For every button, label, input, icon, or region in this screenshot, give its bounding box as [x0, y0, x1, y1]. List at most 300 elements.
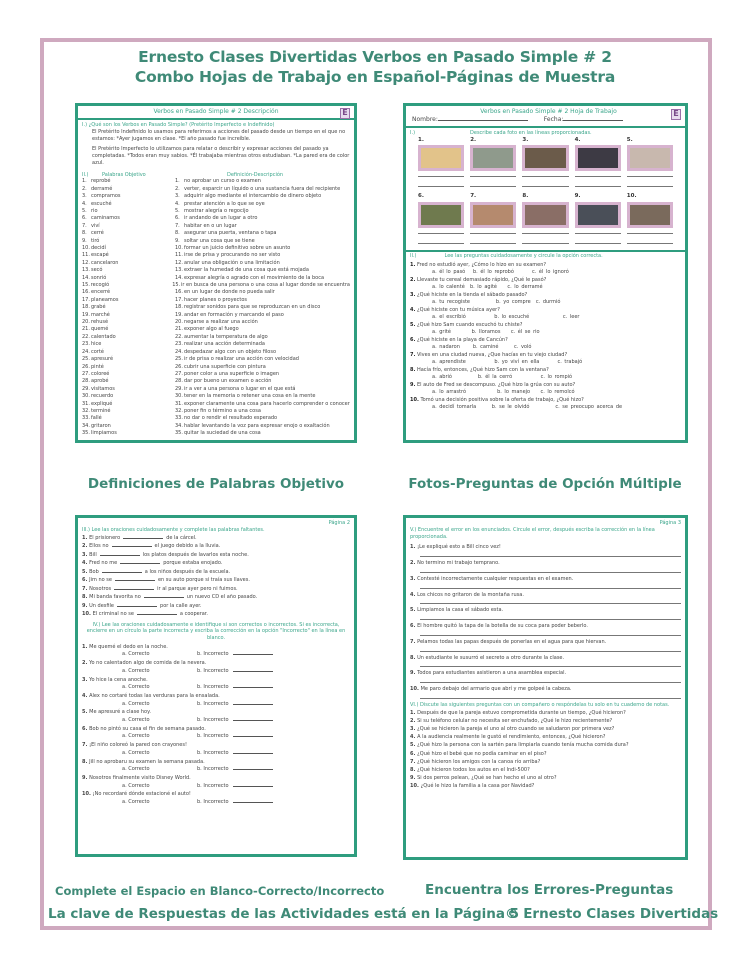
photo-number: 8.	[522, 193, 529, 200]
answer-line[interactable]	[575, 171, 621, 177]
target-word: expliqué	[91, 400, 113, 407]
target-word: reprobé	[91, 178, 111, 185]
answer-line[interactable]	[470, 171, 516, 177]
item-number: 4.	[82, 560, 90, 566]
sentence: ¡No recordaré dónde estacioné el auto!	[92, 791, 191, 798]
correction-field[interactable]	[233, 798, 273, 803]
photo-item	[470, 193, 516, 247]
paragraph: El Pretérito Imperfecto lo utilizamos para relatar o describir y expresar acciones del pasado ya completadas. *Todos eran muy sabios. *Él trabajaba mientras otros estudiaban. *La pared era de color azul.	[92, 146, 350, 166]
definition-number: 35.	[175, 430, 183, 437]
caption-fill-blank: Complete el Espacio en Blanco-Correcto/Incorrecto	[55, 884, 385, 898]
answer-line[interactable]	[418, 228, 464, 234]
section-heading	[410, 130, 681, 137]
discussion-item	[410, 733, 681, 741]
answer-key-note: La clave de Respuestas de las Actividades está en la Página 5	[48, 906, 520, 922]
item-number: 4.	[410, 734, 418, 741]
photo	[627, 145, 673, 171]
vocab-row	[82, 326, 350, 333]
word-number: 11.	[82, 252, 90, 259]
sentence-end: un nuevo CD el año pasado.	[186, 594, 258, 600]
correction-field[interactable]	[233, 683, 273, 688]
date-field[interactable]	[563, 116, 623, 121]
answer-options[interactable]: a. grité b. lloramos c. él se rio	[432, 328, 540, 335]
error-item	[410, 576, 681, 589]
sentence: Me paro debajo del armario que abrí y me golpeé la cabeza.	[420, 686, 572, 692]
word-number: 27.	[82, 370, 90, 377]
option-correct[interactable]: a. Correcto	[122, 799, 150, 806]
correction-line[interactable]	[420, 694, 681, 699]
answer-options[interactable]: a. tu recogiste b. yo compre c. durmió	[432, 298, 561, 305]
blank-field[interactable]	[112, 542, 152, 547]
definition: ir a ver a una persona o lugar en el que está	[184, 385, 296, 392]
correction-line[interactable]	[420, 678, 681, 683]
word-number: 3.	[82, 193, 87, 200]
definition: despedazar algo con un objeto filoso	[184, 348, 277, 355]
discussion-item	[410, 758, 681, 766]
discussion-list	[410, 709, 681, 791]
item-number: 1.	[82, 643, 90, 650]
copyright: © Ernesto Clases Divertidas	[505, 906, 719, 922]
error-item	[410, 639, 681, 652]
question-label: ¿Qué hizo Sam cuando escuchó tu chiste?	[416, 322, 523, 329]
option-incorrect[interactable]: b. Incorrecto	[197, 749, 229, 756]
blank-field[interactable]	[117, 602, 157, 607]
definition: tener en la memoria o retener una cosa en la mente	[184, 393, 316, 400]
answer-line[interactable]	[575, 181, 621, 187]
section-text: Describe cada foto en las líneas proporcionadas.	[470, 130, 592, 137]
option-incorrect[interactable]: b. Incorrecto	[197, 651, 229, 658]
answer-options[interactable]: a. decidí tomarla b. se le olvidó c. se preocupo acerca de	[432, 403, 623, 410]
question	[410, 307, 681, 321]
photo	[575, 202, 621, 228]
definition: anular una obligación o una limitación	[184, 259, 280, 266]
target-word: rehusé	[91, 319, 109, 326]
word-number: 1.	[82, 178, 87, 185]
section-text: Lee las preguntas cuidadosamente y circule la opción correcta.	[444, 252, 603, 259]
definition-number: 9.	[175, 237, 180, 244]
option-incorrect[interactable]: b. Incorrecto	[197, 717, 229, 724]
question-text: 9. El auto de Fred se descompuso. ¿Qué hizo la grúa con su auto?	[410, 382, 576, 389]
vocab-row	[82, 386, 350, 393]
photo-item	[575, 137, 621, 191]
blank-field[interactable]	[102, 568, 142, 573]
word-number: 4.	[82, 200, 87, 207]
definition: ir en busca de una persona o una cosa al lugar donde se encuentra	[180, 282, 350, 289]
vocab-row	[82, 349, 350, 356]
answer-line[interactable]	[470, 228, 516, 234]
question-label: ¿Qué hiciste con tu música ayer?	[416, 307, 500, 314]
column-header: Definición-Descripción	[227, 171, 284, 178]
option-incorrect[interactable]: b. Incorrecto	[197, 782, 229, 789]
sentence-row	[410, 576, 681, 583]
fill-item	[82, 542, 350, 551]
photo	[575, 145, 621, 171]
sentence: Jill no aprobaru su examen la semana pasada.	[89, 758, 205, 765]
fill-item	[82, 593, 350, 602]
definition: ir de prisa o realizar una acción con velocidad	[184, 356, 299, 363]
correction-line[interactable]	[420, 599, 681, 604]
error-item	[410, 544, 681, 557]
definition: quitar la suciedad de una cosa	[184, 430, 261, 437]
blank-field[interactable]	[114, 585, 154, 590]
word-number: 35.	[82, 430, 90, 437]
sentence: Yo no calentadon algo de comida de la nevera.	[89, 660, 207, 667]
item-number: 8.	[82, 758, 90, 765]
correction-line[interactable]	[420, 647, 681, 652]
blank-field[interactable]	[123, 534, 163, 539]
vocab-row	[82, 267, 350, 274]
word-number: 20.	[82, 319, 90, 326]
photo-number: 9.	[574, 193, 581, 200]
definition-number: 8.	[175, 230, 180, 237]
photo-number: 3.	[522, 136, 529, 143]
correction-field[interactable]	[233, 732, 273, 737]
definition: adquirir algo mediante el intercambio de dinero objeto	[184, 193, 322, 200]
vocab-row	[82, 252, 350, 259]
option-incorrect[interactable]: b. Incorrecto	[197, 667, 229, 674]
target-word: apresuré	[91, 356, 114, 363]
definition-number: 29.	[175, 385, 183, 392]
answer-options[interactable]: a. él lo pasó b. él lo reprobó c. él lo ignoró	[432, 268, 569, 275]
sentence-start: Bill	[89, 551, 97, 558]
definition: mostrar alegría o regocijo	[184, 207, 249, 214]
sentence-end: a cooperar.	[179, 611, 208, 617]
definition-number: 33.	[175, 415, 183, 422]
options-row	[82, 683, 350, 691]
word-number: 21.	[82, 326, 90, 333]
definition-number: 7.	[175, 222, 180, 229]
target-word: hice	[91, 341, 102, 348]
word-number: 13.	[82, 267, 90, 274]
sentence-row	[410, 639, 681, 646]
answer-line[interactable]	[627, 238, 673, 244]
item-number: 10.	[410, 686, 421, 692]
sentence: Me quemé el dedo en la noche.	[89, 643, 168, 650]
answer-line[interactable]	[470, 238, 516, 244]
vocab-row	[82, 238, 350, 245]
sentence-end: los platos después de lavarlos esta noche.	[142, 551, 249, 558]
question-text: 3. ¿Qué hiciste en la tienda el sábado pasado?	[410, 292, 528, 299]
answer-line[interactable]	[627, 171, 673, 177]
sentence-row	[410, 670, 681, 677]
photo	[470, 145, 516, 171]
correction-field[interactable]	[233, 782, 273, 787]
target-word: aprobé	[91, 378, 109, 385]
sentence-end: por la calle ayer.	[160, 602, 202, 609]
sentence-end: porque estaba enojado.	[163, 560, 223, 566]
definition-number: 34.	[175, 422, 183, 429]
photo-number: 2.	[470, 136, 477, 143]
definition-number: 21.	[175, 326, 183, 333]
fill-item	[82, 610, 350, 619]
options-row	[82, 716, 350, 724]
definition: expresar alegría o agrado con el movimiento de la boca	[184, 274, 325, 281]
sentence: Un estudiante le susurró el secreto a otro durante la clase.	[417, 654, 565, 661]
option-incorrect[interactable]: b. Incorrecto	[197, 799, 229, 806]
vocab-row	[82, 356, 350, 363]
vocab-row	[82, 304, 350, 311]
correction-field[interactable]	[233, 667, 273, 672]
target-word: viví	[91, 222, 100, 229]
discussion-item	[410, 709, 681, 717]
question: ¿Qué se hicieron la pareja el uno al otro cuando se saludaron por primera vez?	[417, 725, 615, 732]
question-label: Tomó una decisión positiva sobre la oferta de trabajo, ¿Qué hizo?	[420, 397, 584, 404]
target-word: encerré	[91, 289, 111, 296]
section-heading: III.) Lee las oraciones cuidadosamente y complete las palabras faltantes.	[82, 526, 265, 533]
ci-item	[82, 709, 350, 723]
sentence: Todos para estudiantes asistieron a una asamblea especial.	[417, 670, 567, 677]
definition: irse de prisa y procurando no ser visto	[184, 252, 281, 259]
definition: poner fin o término a una cosa	[184, 407, 261, 414]
correction-line[interactable]	[420, 584, 681, 589]
sentence-row	[82, 775, 350, 782]
target-word: limpiamos	[91, 430, 117, 437]
sentence-start: Nosotros	[89, 585, 112, 592]
item-number: 2.	[82, 543, 90, 549]
option-correct[interactable]: a. Correcto	[122, 749, 150, 756]
date-label: Fecha:	[543, 116, 564, 124]
question	[410, 337, 681, 351]
answer-line[interactable]	[522, 228, 568, 234]
definition-number: 27.	[175, 370, 183, 377]
page-preview-fill-blank	[75, 515, 357, 857]
item-number: 9.	[410, 670, 418, 677]
definition-number: 24.	[175, 348, 183, 355]
answer-line[interactable]	[418, 238, 464, 244]
definition: poner color a una superficie o imagen	[184, 370, 280, 377]
option-correct[interactable]: a. Correcto	[122, 766, 150, 773]
blank-field[interactable]	[120, 559, 160, 564]
discussion-item	[410, 717, 681, 725]
target-word: corté	[91, 348, 104, 355]
option-correct[interactable]: a. Correcto	[122, 733, 150, 740]
sentence-row	[410, 544, 681, 551]
answer-line[interactable]	[470, 181, 516, 187]
question-label: Llevaste tu cereal demasiado rápido, ¿Qué le pasó?	[416, 277, 547, 284]
question	[410, 382, 681, 396]
answer-options[interactable]: a. nadaron b. caminé c. voló	[432, 343, 532, 350]
question-label: Vives en una ciudad nueva, ¿Que hacías en tu viejo ciudad?	[416, 352, 568, 359]
word-number: 8.	[82, 230, 87, 237]
answer-options[interactable]: a. lo arrastró b. lo manejo c. lo remolcó	[432, 388, 575, 395]
sentence-start: Jim no se	[89, 577, 112, 583]
answer-options[interactable]: a. el escribió b. lo escuché c. leer	[432, 313, 580, 320]
word-number: 10.	[82, 245, 90, 251]
item-number: 3.	[410, 575, 418, 582]
definition-number: 31.	[175, 400, 183, 407]
sentence-start: Bob	[89, 568, 99, 575]
word-number: 29.	[82, 385, 90, 392]
definition: verter, esparcir un líquido o una sustancia fuera del recipiente	[184, 185, 341, 192]
word-number: 6.	[82, 215, 87, 222]
option-incorrect[interactable]: b. Incorrecto	[197, 766, 229, 773]
item-number: 3.	[82, 551, 90, 558]
ci-item	[82, 644, 350, 658]
photo-grid	[410, 137, 681, 248]
definition: formar un juicio definitivo sobre un asunto	[184, 245, 291, 251]
answer-options[interactable]: a. lo calenté b. lo agité c. lo derramé	[432, 283, 543, 290]
answer-options[interactable]: a. aprendiste b. yo viví en ella c. trabajó	[432, 358, 583, 365]
options-row	[82, 782, 350, 790]
correction-line[interactable]	[420, 615, 681, 620]
photo-number: 5.	[626, 136, 633, 143]
target-word: caminamos	[91, 215, 120, 222]
target-word: escuché	[91, 200, 112, 207]
sentence: Me apresuré a clase hoy.	[89, 709, 151, 716]
photo	[522, 145, 568, 171]
question-text: 7. Vives en una ciudad nueva, ¿Que hacías en tu viejo ciudad?	[410, 352, 568, 359]
page-number: Página 2	[328, 520, 350, 526]
question: ¿Qué le hizo la familia a la casa por Navidad?	[420, 783, 535, 790]
definition-number: 20.	[175, 319, 183, 326]
correction-field[interactable]	[233, 749, 273, 754]
target-word: cancelaron	[91, 259, 119, 266]
word-number: 15.	[82, 282, 90, 289]
answer-line[interactable]	[522, 238, 568, 244]
sentence-end: a los niños después de la escuela.	[144, 568, 231, 575]
target-word: recuerdo	[91, 393, 114, 400]
sentence: Pelamos todas las papas después de ponerlas en el agua para que hiervan.	[417, 638, 607, 645]
correction-field[interactable]	[233, 700, 273, 705]
sentence-row	[82, 677, 350, 684]
target-word: rio	[91, 207, 98, 214]
correction-line[interactable]	[420, 552, 681, 557]
word-number: 31.	[82, 400, 90, 407]
item-number: 2.	[410, 560, 418, 566]
vocab-row	[82, 312, 350, 319]
definition: hacer planes o proyectos	[184, 296, 248, 303]
answer-line[interactable]	[418, 171, 464, 177]
page-preview-worksheet	[403, 103, 688, 443]
definition: exponer claramente una cosa para hacerlo comprender o conocer	[184, 400, 350, 407]
blank-field[interactable]	[137, 610, 177, 615]
item-number: 3.	[410, 725, 418, 732]
answer-line[interactable]	[418, 181, 464, 187]
definition: extraer la humedad de una cosa que está mojada	[184, 267, 309, 274]
section-heading: V.) Encuentre el error en los enunciados. Circule el error, después escriba la corrección en la línea proporcionada.	[410, 526, 655, 540]
logo-icon: E	[671, 109, 681, 120]
section-heading: VI.) Discute las siguientes preguntas con un compañero o respóndelas tu solo en tu cuaderno de notas.	[410, 701, 670, 708]
page-preview-description	[75, 103, 357, 443]
correction-line[interactable]	[420, 662, 681, 667]
correction-field[interactable]	[233, 650, 273, 655]
answer-line[interactable]	[522, 181, 568, 187]
sentence: ¡Le expliqué esto a Bill cinco vez!	[417, 544, 501, 551]
option-correct[interactable]: a. Correcto	[122, 782, 150, 789]
definition: exponer algo al fuego	[184, 326, 239, 333]
panel-header	[406, 106, 685, 128]
error-item	[410, 560, 681, 573]
definition: aumentar la temperatura de algo	[184, 333, 268, 340]
definition-number: 19.	[175, 311, 183, 318]
item-number: 4.	[410, 591, 418, 598]
vocab-row	[82, 423, 350, 430]
answer-options[interactable]: a. abrió b. él la cerró c. lo rompió	[432, 373, 573, 380]
options-row	[82, 749, 350, 757]
sentence-row	[410, 623, 681, 630]
options-row	[82, 765, 350, 773]
panel-title: Verbos en Pasado Simple # 2 Descripción	[78, 106, 354, 120]
sentence-row	[410, 655, 681, 662]
option-incorrect[interactable]: b. Incorrecto	[197, 700, 229, 707]
target-word: recogió	[90, 282, 110, 289]
definition-number: 22.	[175, 333, 183, 340]
name-field[interactable]	[438, 116, 528, 121]
definition-number: 16.	[175, 289, 183, 296]
discussion-item	[410, 766, 681, 774]
word-number: 33.	[82, 415, 90, 422]
word-number: 24.	[82, 348, 90, 355]
vocab-row	[82, 178, 350, 185]
blank-field[interactable]	[100, 551, 140, 556]
definition-number: 4.	[175, 200, 180, 207]
answer-line[interactable]	[627, 228, 673, 234]
vocab-row	[82, 201, 350, 208]
photo-number: 4.	[574, 136, 581, 143]
answer-line[interactable]	[627, 181, 673, 187]
definition-number: 1.	[175, 178, 180, 185]
option-correct[interactable]: a. Correcto	[122, 717, 150, 724]
item-number: 9.	[82, 775, 90, 781]
sentence: ¡El niño coloreó la pared con crayones!	[89, 742, 187, 749]
option-incorrect[interactable]: b. Incorrecto	[197, 733, 229, 740]
target-word: escapé	[91, 252, 109, 259]
option-correct[interactable]: a. Correcto	[122, 667, 150, 674]
correction-line[interactable]	[420, 568, 681, 573]
correct-incorrect-list	[82, 644, 350, 806]
sentence: El hombre quitó la tapa de la botella de su coca para poder beberlo.	[417, 623, 588, 629]
logo-icon: E	[340, 108, 350, 119]
vocab-row	[82, 408, 350, 415]
definition: ir andando de un lugar a otro	[184, 215, 258, 222]
definition: habitar en o un lugar	[184, 222, 237, 229]
question: A la audiencia realmente le gustó el rendimiento, entonces, ¿Qué hicieron?	[417, 734, 606, 741]
definition-number: 5.	[175, 207, 180, 214]
answer-line[interactable]	[575, 238, 621, 244]
definition-number: 26.	[175, 363, 183, 370]
vocab-row	[82, 297, 350, 304]
option-correct[interactable]: a. Correcto	[122, 651, 150, 658]
correction-field[interactable]	[233, 716, 273, 721]
correction-line[interactable]	[420, 631, 681, 636]
options-row	[82, 667, 350, 675]
vocab-row	[82, 245, 350, 252]
blank-field[interactable]	[144, 593, 184, 598]
target-word: secó	[91, 267, 103, 274]
item-number: 4.	[82, 692, 90, 699]
word-number: 18.	[82, 304, 90, 311]
answer-line[interactable]	[522, 171, 568, 177]
blank-field[interactable]	[115, 576, 155, 581]
option-correct[interactable]: a. Correcto	[122, 700, 150, 707]
question: Si su teléfono celular no necesita ser enchufado, ¿Qué le hizo recientemente?	[417, 717, 613, 724]
item-number: 6.	[82, 725, 90, 732]
target-word: cerré	[91, 230, 104, 237]
answer-line[interactable]	[575, 228, 621, 234]
word-number: 26.	[82, 363, 90, 370]
option-incorrect[interactable]: b. Incorrecto	[197, 684, 229, 691]
correction-field[interactable]	[233, 765, 273, 770]
option-correct[interactable]: a. Correcto	[122, 684, 150, 691]
item-number: 8.	[410, 766, 418, 773]
options-row	[82, 798, 350, 806]
definition: en un lugar de donde no pueda salir	[184, 289, 275, 296]
definition-number: 13.	[175, 267, 183, 274]
section-heading	[406, 250, 685, 261]
vocab-row	[82, 378, 350, 385]
discussion-item	[410, 725, 681, 733]
item-number: 1.	[410, 709, 418, 716]
